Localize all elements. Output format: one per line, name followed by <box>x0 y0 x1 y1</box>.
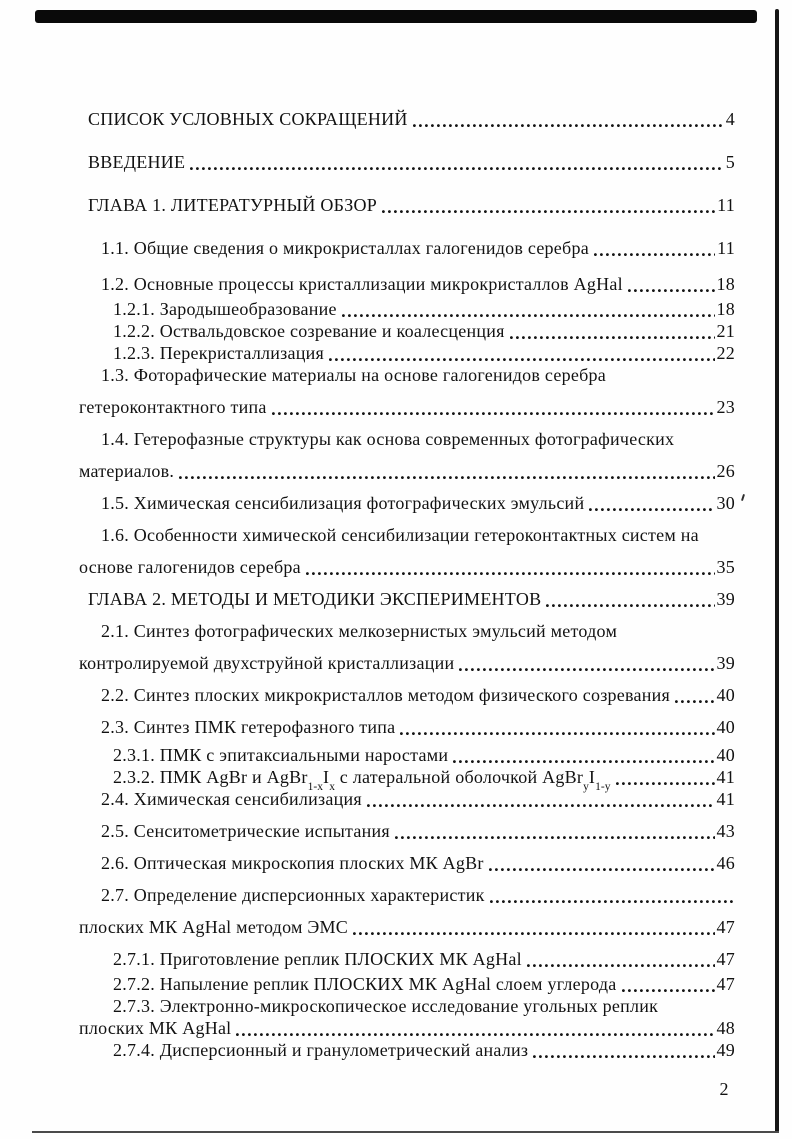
dot-leader <box>367 803 715 808</box>
toc-entry-text: ГЛАВА 1. ЛИТЕРАТУРНЫЙ ОБЗОР <box>88 195 378 215</box>
dot-leader <box>459 667 714 672</box>
toc-row <box>0 684 735 707</box>
toc-entry-text: 1.4. Гетерофазные структуры как основа современных фотографических <box>101 429 675 449</box>
scan-artifact-top-bar <box>35 10 757 23</box>
dot-leader <box>236 1032 714 1037</box>
toc-entry-text: 1.3. Фоторафические материалы на основе галогенидов серебра <box>101 365 606 385</box>
toc-row <box>0 273 735 296</box>
toc-entry-text: 1.2.2. Оствальдовское созревание и коалесценция <box>113 321 505 341</box>
toc-row <box>0 151 735 174</box>
toc-page-number: 46 <box>716 853 735 873</box>
dot-leader <box>329 357 714 362</box>
toc-row <box>0 1017 735 1040</box>
toc-page-number: 40 <box>716 685 735 705</box>
toc-entry-text: 2.1. Синтез фотографических мелкозернистых эмульсий методом <box>101 621 618 641</box>
dot-leader <box>628 288 715 293</box>
toc-row <box>0 320 735 343</box>
toc-entry-text: плоских МК AgHal методом ЭМС <box>79 917 349 937</box>
toc-entry-text: гетероконтактного типа <box>79 397 267 417</box>
toc-row <box>0 492 735 515</box>
toc-row <box>0 524 735 547</box>
toc-row <box>0 556 735 579</box>
toc-entry-text: 2.7. Определение дисперсионных характеристик <box>101 885 485 905</box>
dot-leader <box>179 475 714 480</box>
toc-entry-text: 2.2. Синтез плоских микрокристаллов методом физического созревания <box>101 685 671 705</box>
toc-page-number: 43 <box>716 821 735 841</box>
dot-leader <box>589 507 714 512</box>
dot-leader <box>342 313 715 318</box>
toc-row <box>0 108 735 131</box>
dot-leader <box>546 603 714 608</box>
dot-leader <box>353 931 714 936</box>
toc-page-number: 18 <box>716 274 735 294</box>
toc-entry-text: контролируемой двухструйной кристаллизации <box>79 653 455 673</box>
toc-entry-text: материалов. <box>79 461 175 481</box>
page-number: 2 <box>719 1079 729 1099</box>
toc-entry-text: 1.2.1. Зародышеобразование <box>113 299 337 319</box>
toc-row <box>0 237 735 260</box>
toc-page-number: 47 <box>716 949 735 969</box>
toc-page-number: 22 <box>716 343 735 363</box>
toc-page-number: 23 <box>716 397 735 417</box>
toc-row <box>0 744 735 767</box>
dot-leader <box>675 699 714 704</box>
dot-leader <box>272 411 715 416</box>
toc-row <box>0 916 735 939</box>
toc-entry-text: 2.4. Химическая сенсибилизация <box>101 789 362 809</box>
dot-leader <box>413 123 724 128</box>
toc-row <box>0 298 735 321</box>
toc-row <box>0 766 735 793</box>
dot-leader <box>510 335 715 340</box>
toc-row <box>0 973 735 996</box>
toc-page-number: 4 <box>725 109 735 129</box>
toc-entry-text: 1.2.3. Перекристаллизация <box>113 343 325 363</box>
toc-row <box>0 820 735 843</box>
scan-artifact-right-edge <box>775 9 779 1133</box>
toc-page-number: 40 <box>716 717 735 737</box>
toc-page-number: 49 <box>716 1040 735 1060</box>
toc-page-number: 39 <box>716 653 735 673</box>
toc-entry-text: 2.7.3. Электронно-микроскопическое исследование угольных реплик <box>113 996 659 1016</box>
toc-page-number: 21 <box>716 321 735 341</box>
toc-row <box>0 788 735 811</box>
toc-entry-text: 1.1. Общие сведения о микрокристаллах галогенидов серебра <box>101 238 589 258</box>
toc-entry-text: 2.3.2. ПМК AgBr и $AgBr_{1-x}I_x$ с латеральной оболочкой $AgBr_yI_{1-y}$ <box>113 767 611 793</box>
toc-page-number: 30 <box>716 493 735 513</box>
toc-row <box>0 364 735 387</box>
toc-row <box>0 588 735 611</box>
toc-row <box>0 342 735 365</box>
toc-entry-text: ГЛАВА 2. МЕТОДЫ И МЕТОДИКИ ЭКСПЕРИМЕНТОВ <box>88 589 542 609</box>
dot-leader <box>489 867 715 872</box>
toc-page-number: 48 <box>716 1018 735 1038</box>
dot-leader <box>400 731 714 736</box>
dot-leader <box>594 252 715 257</box>
toc-entry-text: СПИСОК УСЛОВНЫХ СОКРАЩЕНИЙ <box>88 109 408 129</box>
toc-page-number: 18 <box>716 299 735 319</box>
toc-page-number: 35 <box>716 557 735 577</box>
toc-entry-text: 2.3. Синтез ПМК гетерофазного типа <box>101 717 396 737</box>
toc-entry-text: 1.2. Основные процессы кристаллизации микрокристаллов AgHal <box>101 274 623 294</box>
toc-page-number: 41 <box>716 789 735 809</box>
toc-page-number: 11 <box>717 195 735 215</box>
toc-row <box>0 884 735 907</box>
toc-entry-text: 1.5. Химическая сенсибилизация фотографических эмульсий <box>101 493 585 513</box>
toc-entry-text: 2.7.1. Приготовление реплик ПЛОСКИХ МК AgHal <box>113 949 522 969</box>
toc-page-number: 47 <box>716 974 735 994</box>
toc-entry-text: 2.5. Сенситометрические испытания <box>101 821 390 841</box>
toc-row <box>0 396 735 419</box>
toc-entry-text: 2.7.4. Дисперсионный и гранулометрический анализ <box>113 1040 529 1060</box>
toc-entry-text: ВВЕДЕНИЕ <box>88 152 186 172</box>
dot-leader <box>527 963 715 968</box>
toc-row <box>0 620 735 643</box>
dot-leader <box>616 781 715 786</box>
toc-entry-text: плоских МК AgHal <box>79 1018 232 1038</box>
dot-leader <box>395 835 715 840</box>
dot-leader <box>190 166 723 171</box>
toc-row <box>0 995 735 1018</box>
dot-leader <box>490 899 733 904</box>
toc-page-number: 40 <box>716 745 735 765</box>
toc-page-number: 39 <box>716 589 735 609</box>
toc-entry-text: 2.6. Оптическая микроскопия плоских МК AgBr <box>101 853 484 873</box>
scan-speck-mark <box>741 494 745 501</box>
toc-row <box>0 652 735 675</box>
toc-row <box>0 194 735 217</box>
dot-leader <box>306 571 715 576</box>
toc-page-number: 41 <box>716 767 735 787</box>
toc-page-number: 26 <box>716 461 735 481</box>
toc-entry-text: 2.3.1. ПМК с эпитаксиальными наростами <box>113 745 449 765</box>
table-of-contents <box>0 108 735 1062</box>
toc-row <box>0 948 735 971</box>
toc-page-number: 11 <box>717 238 735 258</box>
toc-entry-text: основе галогенидов серебра <box>79 557 301 577</box>
toc-row <box>0 460 735 483</box>
dot-leader <box>622 988 715 993</box>
dot-leader <box>533 1054 714 1059</box>
toc-row <box>0 428 735 451</box>
toc-row <box>0 716 735 739</box>
toc-entry-text: 1.6. Особенности химической сенсибилизации гетероконтактных систем на <box>101 525 699 545</box>
scan-artifact-bottom-edge <box>32 1131 779 1133</box>
toc-page-number: 5 <box>725 152 735 172</box>
toc-row <box>0 852 735 875</box>
toc-row <box>0 1039 735 1062</box>
toc-page-number: 47 <box>716 917 735 937</box>
dot-leader <box>382 209 715 214</box>
dot-leader <box>453 759 714 764</box>
toc-entry-text: 2.7.2. Напыление реплик ПЛОСКИХ МК AgHal слоем углерода <box>113 974 617 994</box>
